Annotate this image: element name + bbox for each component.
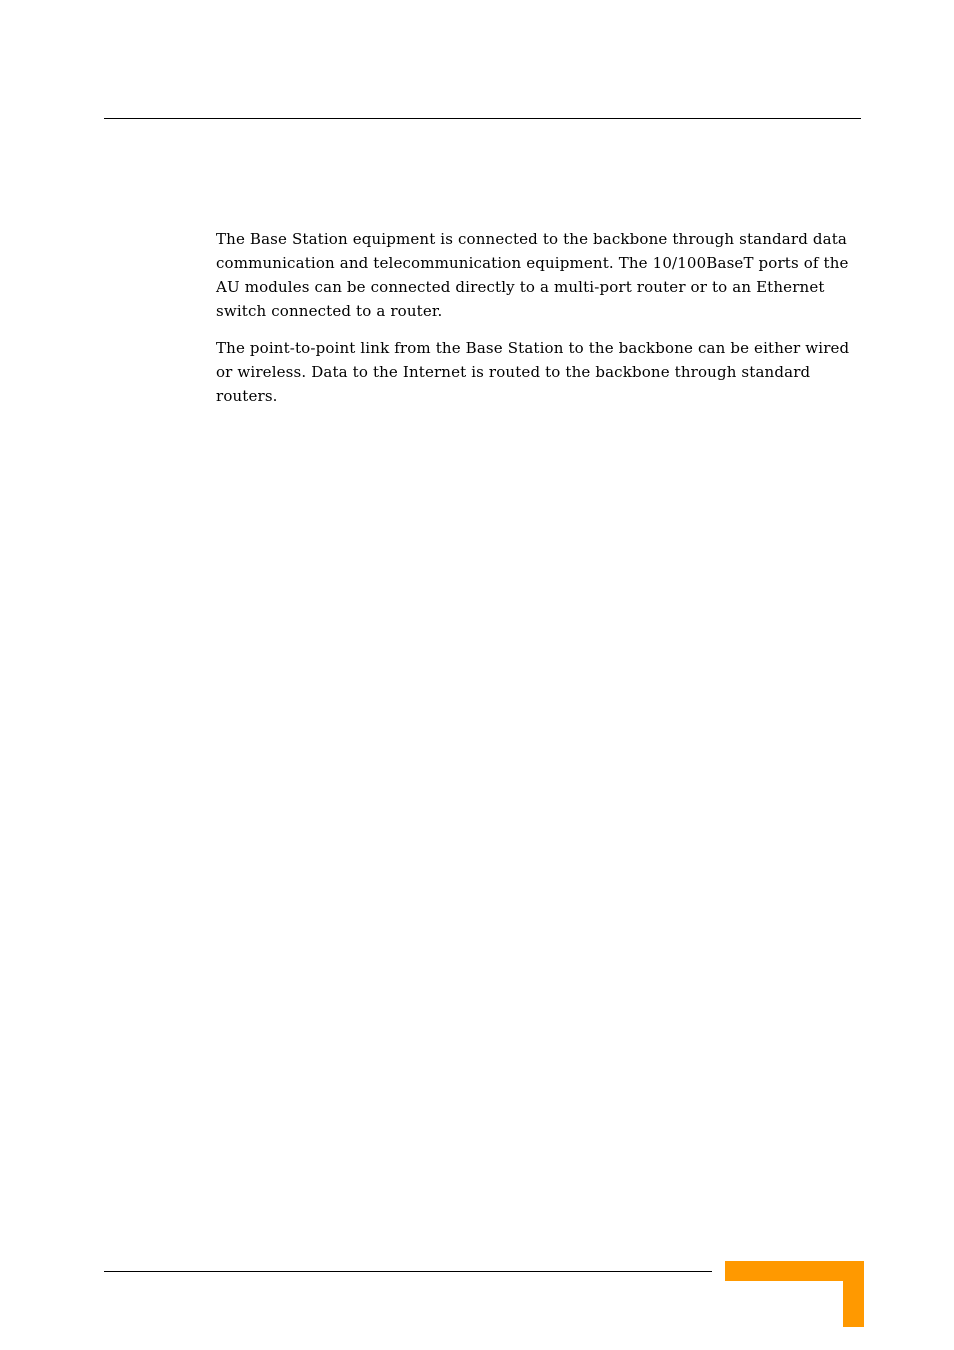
paragraph-point-to-point-link: The point-to-point link from the Base Station to the backbone can be either wired or wireless. Data to the Internet is routed to the backbone through standard routers. <box>216 339 850 405</box>
paragraph-backbone-connection: The Base Station equipment is connected to the backbone through standard data communication and telecommunication equipment. The 10/100BaseT ports of the AU modules can be connected directly to a multi-port router or to an Ethernet switch connected to a router. <box>216 230 849 320</box>
body-text <box>216 227 864 421</box>
footer-rule <box>104 1271 712 1272</box>
corner-accent-vertical-bar <box>843 1261 864 1327</box>
header-rule <box>104 118 861 119</box>
